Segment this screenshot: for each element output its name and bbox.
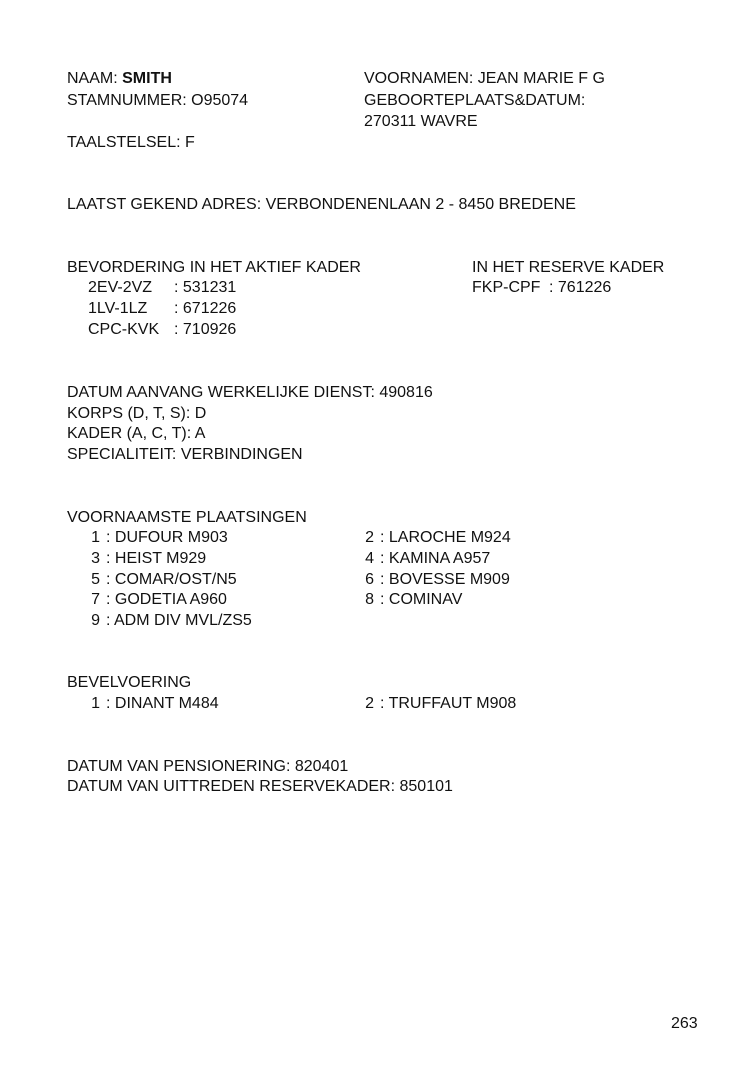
reserve-row [472, 278, 611, 298]
bevordering-row [88, 320, 236, 340]
plaatsing-item [78, 570, 237, 590]
item-text: : TRUFFAUT M908 [380, 695, 517, 712]
plaatsing-item [352, 590, 462, 610]
plaatsing-item [78, 590, 227, 610]
laatst-gekend-adres: LAATST GEKEND ADRES: VERBONDENENLAAN 2 - 8450 BREDENE [67, 196, 576, 213]
datum-aanvang-dienst: DATUM AANVANG WERKELIJKE DIENST: 490816 [67, 384, 433, 401]
item-text: : LAROCHE M924 [380, 529, 511, 546]
kader: KADER (A, C, T): A [67, 425, 206, 442]
naam-line [67, 69, 172, 89]
bevelvoering-item [78, 694, 219, 714]
rank-date: : 671226 [174, 300, 237, 317]
plaatsing-item [78, 528, 228, 548]
plaatsing-item [352, 570, 510, 590]
rank-date: : 531231 [174, 279, 237, 296]
plaatsing-item [352, 549, 490, 569]
stamnummer: STAMNUMMER: O95074 [67, 92, 249, 109]
item-text: : KAMINA A957 [380, 550, 491, 567]
item-number: 1 [91, 695, 100, 712]
geboorte-value: 270311 WAVRE [364, 113, 478, 130]
rank-date: : 710926 [174, 321, 237, 338]
datum-uittreden-reservekader: DATUM VAN UITTREDEN RESERVEKADER: 850101 [67, 778, 453, 795]
page-number: 263 [671, 1015, 698, 1032]
item-number: 2 [365, 529, 374, 546]
bevelvoering-item [352, 694, 516, 714]
rank-code: 1LV-1LZ [88, 300, 148, 317]
rank-code: CPC-KVK [88, 321, 160, 338]
item-number: 7 [91, 591, 100, 608]
bevordering-reserve-title: IN HET RESERVE KADER [472, 259, 665, 276]
naam-value: SMITH [122, 70, 172, 87]
item-number: 3 [91, 550, 100, 567]
bevordering-actief-title: BEVORDERING IN HET AKTIEF KADER [67, 259, 361, 276]
item-number: 6 [365, 571, 374, 588]
korps: KORPS (D, T, S): D [67, 405, 207, 422]
item-number: 1 [91, 529, 100, 546]
plaatsingen-title: VOORNAAMSTE PLAATSINGEN [67, 509, 307, 526]
specialiteit: SPECIALITEIT: VERBINDINGEN [67, 446, 303, 463]
datum-pensionering: DATUM VAN PENSIONERING: 820401 [67, 758, 349, 775]
naam-label: NAAM: [67, 70, 118, 87]
item-text: : COMINAV [380, 591, 463, 608]
item-number: 5 [91, 571, 100, 588]
rank-date: : 761226 [549, 279, 612, 296]
voornamen: VOORNAMEN: JEAN MARIE F G [364, 70, 605, 87]
plaatsing-item [78, 549, 206, 569]
item-number: 9 [91, 612, 100, 629]
item-number: 2 [365, 695, 374, 712]
item-text: : GODETIA A960 [106, 591, 227, 608]
item-text: : ADM DIV MVL/ZS5 [106, 612, 252, 629]
item-number: 4 [365, 550, 374, 567]
item-text: : DUFOUR M903 [106, 529, 228, 546]
item-text: : DINANT M484 [106, 695, 219, 712]
bevordering-row [88, 299, 236, 319]
bevordering-row [88, 278, 236, 298]
item-text: : COMAR/OST/N5 [106, 571, 237, 588]
item-number: 8 [365, 591, 374, 608]
geboorte-label: GEBOORTEPLAATS&DATUM: [364, 92, 586, 109]
bevelvoering-title: BEVELVOERING [67, 674, 192, 691]
item-text: : HEIST M929 [106, 550, 207, 567]
plaatsing-item [352, 528, 511, 548]
plaatsing-item [78, 611, 252, 631]
item-text: : BOVESSE M909 [380, 571, 510, 588]
taalstelsel: TAALSTELSEL: F [67, 134, 195, 151]
rank-code: 2EV-2VZ [88, 279, 153, 296]
rank-code: FKP-CPF [472, 279, 541, 296]
